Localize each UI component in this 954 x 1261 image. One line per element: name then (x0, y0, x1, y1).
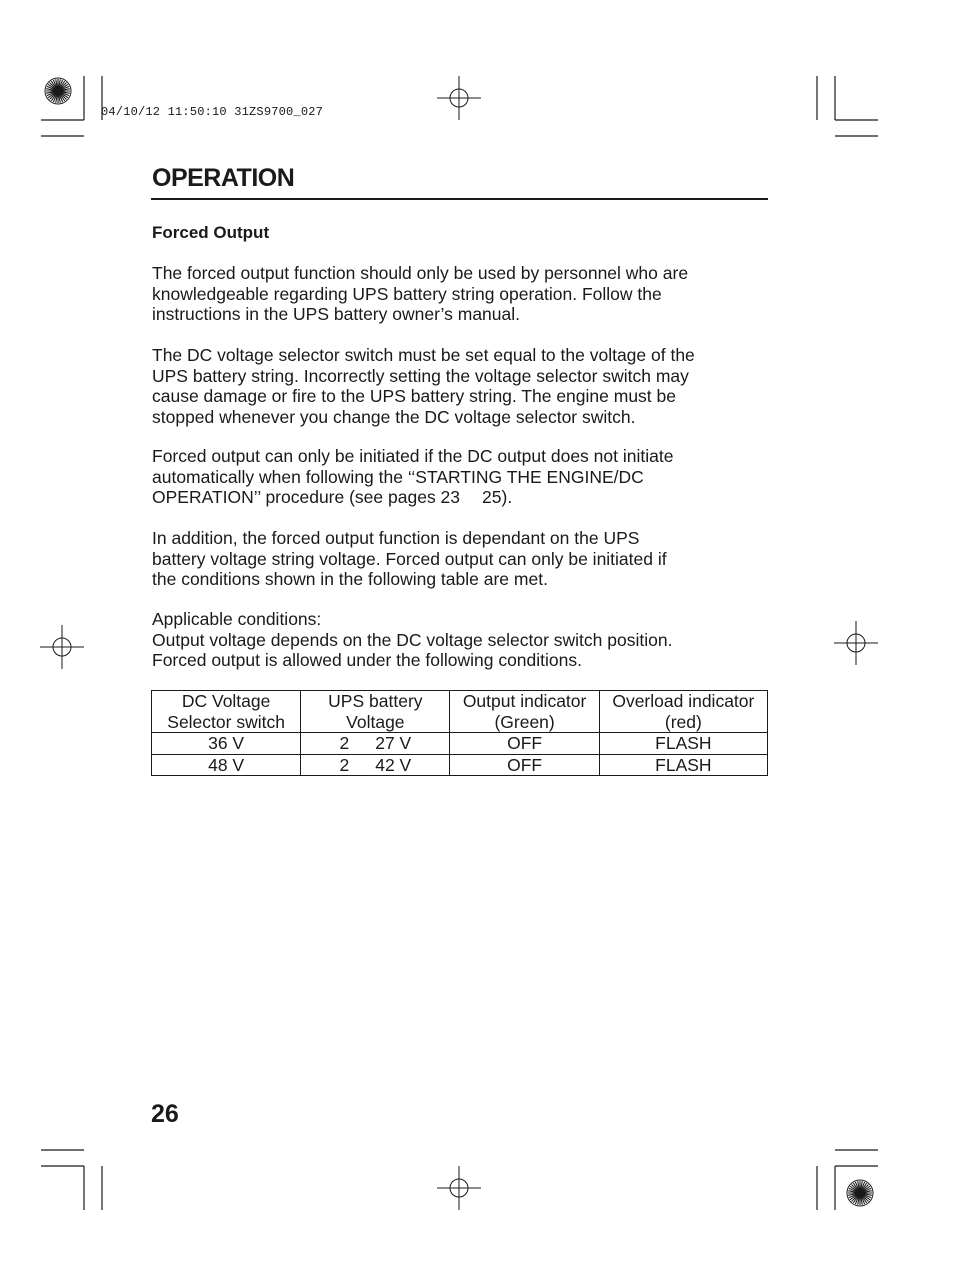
cell-output-indicator: OFF (450, 754, 599, 776)
paragraph-line: In addition, the forced output function is dependant on the UPS (152, 528, 640, 548)
header-line: (red) (664, 711, 702, 732)
crop-mark-bottom-right (817, 1150, 878, 1210)
table-row (152, 733, 768, 755)
battery-range-to: 27 V (375, 733, 412, 753)
registration-sunburst-icon (45, 78, 71, 104)
paragraph-line: Forced output can only be initiated if the DC output does not initiate (152, 446, 674, 466)
paragraph-line: cause damage or fire to the UPS battery string. The engine must be (152, 386, 676, 406)
paragraph-line: battery voltage string voltage. Forced output can only be initiated if (152, 548, 667, 569)
print-timestamp: 04/10/12 11:50:10 31ZS9700_027 (101, 105, 324, 119)
table-row (152, 754, 768, 776)
header-line: DC Voltage (181, 691, 271, 711)
crop-mark-bottom-left (41, 1150, 102, 1210)
cell-overload-indicator: FLASH (599, 754, 767, 776)
registration-sunburst-icon (847, 1180, 873, 1206)
cell-overload-indicator: FLASH (599, 733, 767, 755)
conditions-table (151, 690, 768, 776)
paragraph-forced-output-initiation (152, 446, 768, 508)
page-reference-start: OPERATION’’ procedure (see pages 23 (152, 487, 461, 507)
header-dc-voltage-selector (152, 691, 301, 733)
header-ups-battery-voltage (301, 691, 450, 733)
paragraph-line: the conditions shown in the following table are met. (152, 569, 548, 589)
header-line: (Green) (494, 711, 555, 732)
paragraph-line: The forced output function should only be used by personnel who are (152, 263, 689, 283)
cell-battery-voltage (301, 754, 450, 776)
paragraph-line: Applicable conditions: (152, 609, 322, 629)
registration-crosshair-icon (437, 76, 481, 120)
paragraph-line: stopped whenever you change the DC voltage selector switch. (152, 406, 636, 427)
paragraph-battery-dependency (152, 528, 768, 590)
cell-selector: 36 V (152, 733, 301, 755)
paragraph-line: Output voltage depends on the DC voltage selector switch position. (152, 629, 673, 650)
header-output-indicator (450, 691, 599, 733)
battery-range-to: 42 V (375, 754, 412, 775)
paragraph-applicable-conditions (152, 609, 768, 671)
page-number: 26 (151, 1100, 179, 1128)
registration-crosshair-icon (40, 625, 84, 669)
paragraph-line: automatically when following the ‘‘STARTING THE ENGINE/DC (152, 466, 644, 487)
registration-crosshair-icon (834, 621, 878, 665)
header-line: Overload indicator (612, 691, 755, 711)
battery-range-from: 2 (339, 733, 350, 753)
paragraph-line: UPS battery string. Incorrectly setting the voltage selector switch may (152, 365, 689, 386)
table-header-row (152, 691, 768, 733)
subheading: Forced Output (152, 223, 270, 242)
section-title: OPERATION (152, 164, 295, 192)
header-line: Selector switch (167, 711, 285, 732)
paragraph-selector-switch (152, 345, 768, 427)
header-line: Voltage (346, 711, 405, 732)
cell-output-indicator: OFF (450, 733, 599, 755)
header-line: Output indicator (462, 691, 587, 711)
title-divider (151, 198, 768, 200)
page-reference-end: 25). (482, 487, 513, 507)
paragraph-personnel-warning (152, 263, 768, 325)
header-overload-indicator (599, 691, 767, 733)
battery-range-from: 2 (339, 754, 350, 775)
cell-battery-voltage (301, 733, 450, 755)
paragraph-line: Forced output is allowed under the following conditions. (152, 650, 582, 670)
cell-selector: 48 V (152, 754, 301, 776)
paragraph-line: knowledgeable regarding UPS battery string operation. Follow the (152, 283, 662, 304)
paragraph-line (152, 487, 768, 508)
paragraph-line: instructions in the UPS battery owner’s manual. (152, 304, 521, 324)
header-line: UPS battery (328, 691, 423, 711)
crop-mark-top-right (817, 76, 878, 136)
paragraph-line: The DC voltage selector switch must be set equal to the voltage of the (152, 345, 695, 365)
registration-crosshair-icon (437, 1166, 481, 1210)
